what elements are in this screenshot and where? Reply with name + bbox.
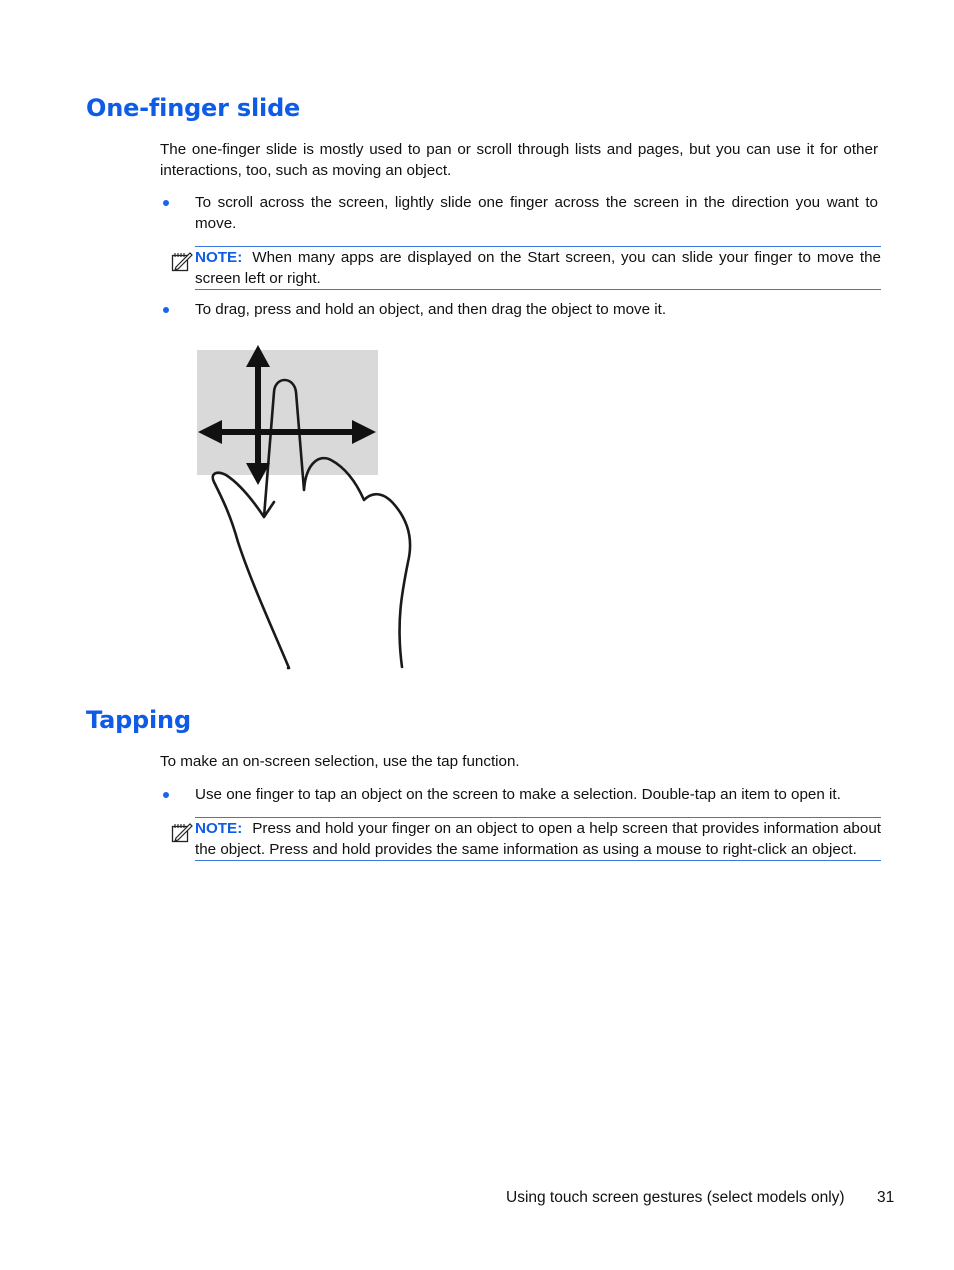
footer-title: Using touch screen gestures (select models only)	[506, 1189, 845, 1206]
note-text: Press and hold your finger on an object to open a help screen that provides information about the object. Press and hold provides the same information as using a mouse to right-click an object.	[195, 820, 881, 858]
note-label: NOTE:	[195, 249, 243, 266]
bullet-dot	[163, 307, 169, 313]
note-box	[195, 246, 881, 290]
page-number: 31	[877, 1189, 895, 1206]
note-label: NOTE:	[195, 820, 243, 837]
intro-paragraph: The one-finger slide is mostly used to pan or scroll through lists and pages, but you can use it for other interactions, too, such as moving an object.	[160, 141, 878, 179]
note-icon	[171, 821, 193, 843]
heading-one-finger-slide: One-finger slide	[86, 94, 301, 122]
note-icon	[171, 250, 193, 272]
bullet-dot	[163, 792, 169, 798]
heading-tapping: Tapping	[86, 706, 191, 734]
intro-paragraph: To make an on-screen selection, use the tap function.	[160, 753, 520, 770]
note-text: When many apps are displayed on the Start screen, you can slide your finger to move the screen left or right.	[195, 249, 881, 287]
bullet-dot	[163, 200, 169, 206]
one-finger-slide-illustration	[196, 342, 416, 672]
bullet-item: To drag, press and hold an object, and then drag the object to move it.	[195, 301, 667, 318]
bullet-item: Use one finger to tap an object on the screen to make a selection. Double-tap an item to open it.	[195, 786, 841, 803]
note-box	[195, 817, 881, 861]
bullet-item: To scroll across the screen, lightly slide one finger across the screen in the direction you want to move.	[195, 194, 878, 232]
